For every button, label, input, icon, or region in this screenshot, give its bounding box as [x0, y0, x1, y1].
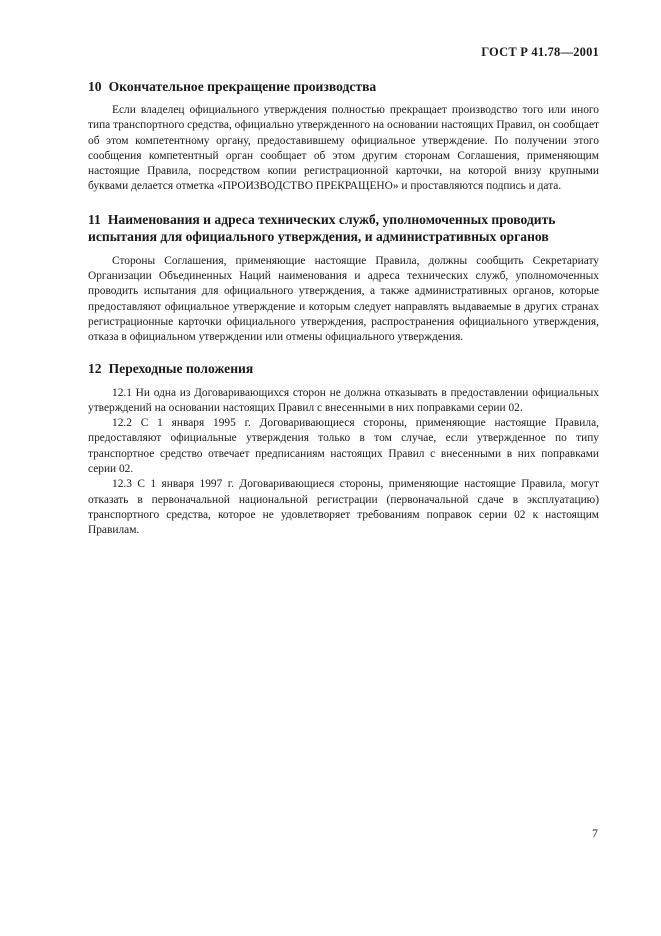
- section-title: Переходные положения: [108, 360, 254, 376]
- page-number: 7: [592, 826, 598, 840]
- section-number: 10: [88, 79, 102, 94]
- document-code: ГОСТ Р 41.78—2001: [481, 45, 599, 59]
- section-10-heading: [88, 78, 599, 95]
- section-11-heading: [88, 211, 599, 245]
- clause-12-3: 12.3 С 1 января 1997 г. Договаривающиеся стороны, применяющие настоящие Правила, могут отказать в первоначальной национальной регистрации (первоначальной сдаче в эксплуатацию) транспортного средства, которое не удовлетворяет требованиям поправок серии 02 к настоящим Правилам.: [88, 478, 599, 537]
- clause-12-1: 12.1 Ни одна из Договаривающихся сторон не должна отказывать в предоставлении официальных утверждений на основании настоящих Правил с внесенными в них поправками серии 02.: [88, 386, 599, 414]
- section-number: 11: [88, 211, 101, 227]
- section-title: Окончательное прекращение производства: [108, 79, 377, 94]
- paragraph: Если владелец официального утверждения полностью прекращает производство того или иного типа транспортного средства, официально утвержденного на основании настоящих Правил, он сообщает об этом компетентному органу, предоставившему официальное утверждение. По получении этого сообщения компетентный орган сообщает об этом другим сторонам Соглашения, применяющим настоящие Правила, посредством копии регистрационной карточки, на которой внизу крупными буквами делается отметка «ПРОИЗВОДСТВО ПРЕКРАЩЕНО» и проставляются подпись и дата.: [88, 104, 599, 193]
- section-number: 12: [88, 360, 102, 376]
- section-12-heading: [88, 360, 599, 377]
- paragraph: Стороны Соглашения, применяющие настоящие Правила, должны сообщить Секретариату Организации Объединенных Наций наименования и адреса технических служб, уполномоченных проводить испытания для официального утверждения, а также административных органов, которые предоставляют официальное утверждение и которым следует направлять выдаваемые в других странах регистрационные карточки официального утверждения, распространения официального утверждения, отказа в официальном утверждении или отмены официального утверждения.: [88, 254, 599, 344]
- section-title: Наименования и адреса технических служб, уполномоченных проводить испытания для официального утверждения, и административных органов: [88, 211, 556, 244]
- page-content: [88, 78, 599, 539]
- clause-12-2: 12.2 С 1 января 1995 г. Договаривающиеся стороны, применяющие настоящие Правила, предоставляют официальные утверждения только в том случае, если утвержденное по типу транспортное средство отвечает предписаниям настоящих Правил с внесенными в них поправками серии 02.: [88, 417, 599, 476]
